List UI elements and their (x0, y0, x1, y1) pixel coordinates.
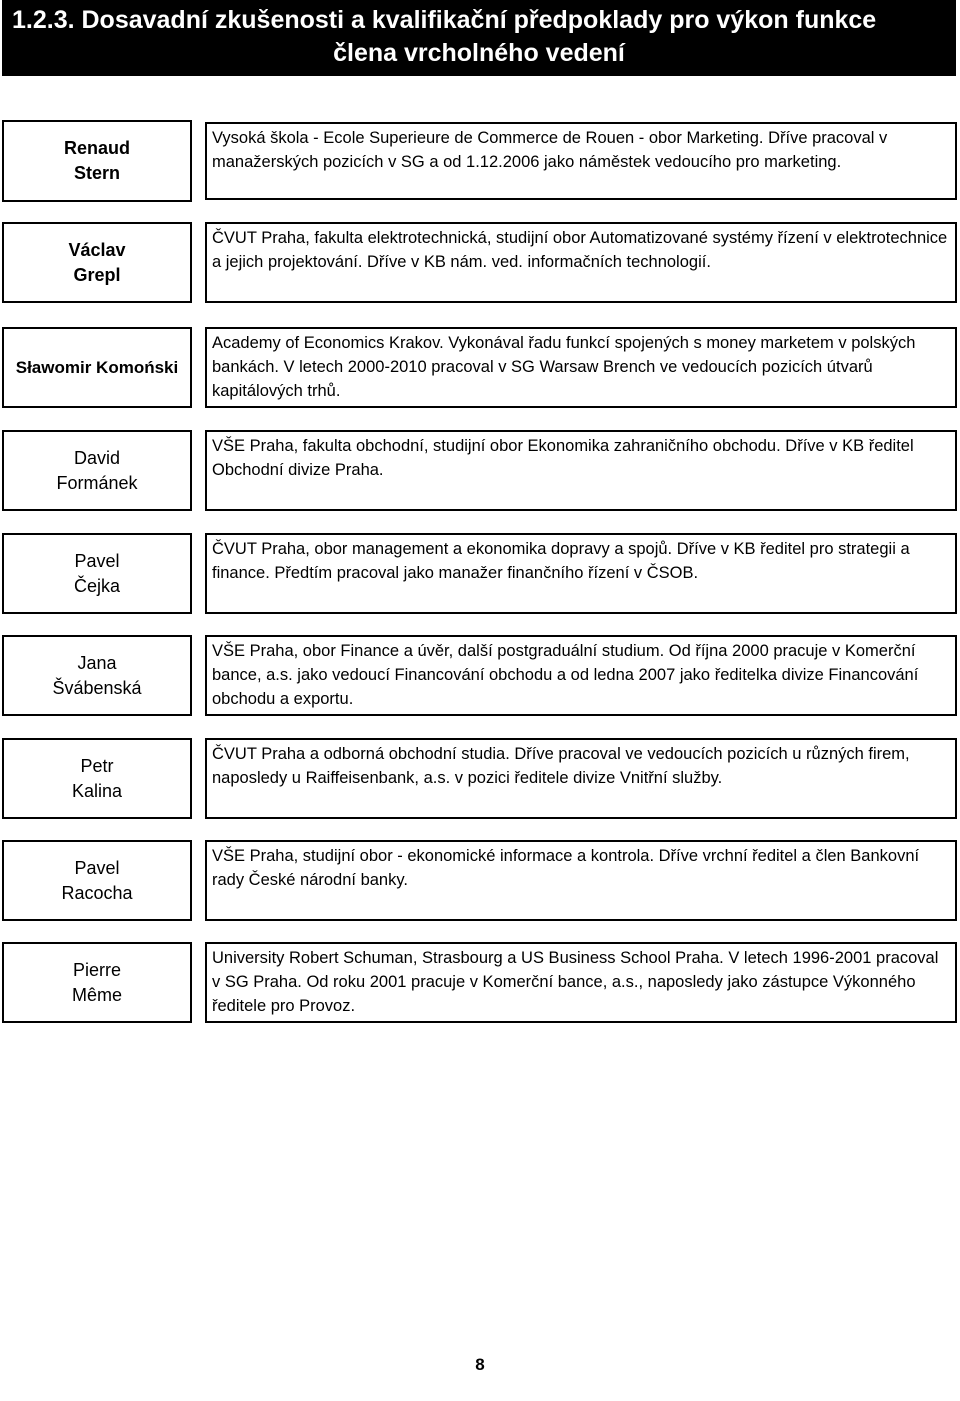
member-name-box (2, 430, 192, 511)
member-description (205, 533, 957, 614)
member-description-text: Vysoká škola - Ecole Superieure de Commerce de Rouen - obor Marketing. Dříve pracoval v manažerských pozicích v SG a od 1.12.2006 jako náměstek vedoucího pro marketing. (212, 129, 888, 171)
member-description (205, 222, 957, 303)
section-heading-line-2: člena vrcholného vedení (333, 39, 625, 67)
member-last-name: Grepl (73, 264, 121, 285)
member-last-name: Čejka (73, 575, 121, 596)
member-full-name: Sławomir Komoński (15, 358, 179, 377)
member-description-text: VŠE Praha, fakulta obchodní, studijní obor Ekonomika zahraničního obchodu. Dříve v KB ředitel Obchodní divize Praha. (212, 437, 914, 479)
member-name-box (2, 738, 192, 819)
member-description (205, 738, 957, 819)
member-first-name: David (73, 447, 121, 468)
member-description-text: ČVUT Praha a odborná obchodní studia. Dříve pracoval ve vedoucích pozicích u různých firem, naposledy u Raiffeisenbank, a.s. v pozici ředitele divize Vnitřní služby. (212, 745, 910, 787)
member-description (205, 122, 957, 200)
member-name-box (2, 840, 192, 921)
member-last-name: Stern (73, 163, 120, 183)
section-heading (2, 0, 956, 76)
member-name-box (2, 635, 192, 716)
member-description (205, 942, 957, 1023)
member-first-name: Pavel (74, 857, 120, 878)
member-name-box (2, 120, 192, 202)
member-description (205, 430, 957, 511)
member-first-name: Renaud (63, 138, 130, 158)
member-last-name: Racocha (61, 882, 133, 903)
member-first-name: Petr (80, 755, 114, 776)
member-name-box (2, 222, 192, 303)
section-heading-line-1: 1.2.3. Dosavadní zkušenosti a kvalifikační předpoklady pro výkon funkce (12, 6, 877, 34)
member-description-text: VŠE Praha, obor Finance a úvěr, další postgraduální studium. Od října 2000 pracuje v Komerční bance, a.s. jako vedoucí Financování obchodu a od ledna 2007 jako ředitelka divize Financování obchodu a exportu. (212, 642, 919, 708)
member-first-name: Václav (68, 239, 126, 260)
member-description-text: VŠE Praha, studijní obor - ekonomické informace a kontrola. Dříve vrchní ředitel a člen Bankovní rady České národní banky. (212, 847, 920, 889)
member-last-name: Švábenská (52, 677, 142, 698)
member-first-name: Pavel (74, 550, 120, 571)
member-first-name: Pierre (72, 959, 121, 980)
member-description-text: Academy of Economics Krakov. Vykonával řadu funkcí spojených s money marketem v polských bankách. V letech 2000-2010 pracoval v SG Warsaw Brench ve vedoucích pozicích útvarů kapitálových trhů. (212, 334, 916, 400)
member-name-box (2, 327, 192, 408)
member-last-name: Formánek (56, 472, 138, 493)
member-description (205, 327, 957, 408)
page-number: 8 (475, 1355, 485, 1374)
member-last-name: Mêmе (71, 984, 122, 1005)
member-description (205, 635, 957, 716)
member-description-text: ČVUT Praha, fakulta elektrotechnická, studijní obor Automatizované systémy řízení v elektrotechnice a jejich projektování. Dříve v KB nám. ved. informačních technologií. (212, 229, 948, 271)
member-name-box (2, 942, 192, 1023)
member-description (205, 840, 957, 921)
member-name-box (2, 533, 192, 614)
member-description-text: University Robert Schuman, Strasbourg a US Business School Praha. V letech 1996-2001 pracoval v SG Praha. Od roku 2001 pracuje v Komerční bance, a.s., naposledy jako zástupce Výkonného ředitele pro Provoz. (212, 949, 939, 1015)
member-description-text: ČVUT Praha, obor management a ekonomika dopravy a spojů. Dříve v KB ředitel pro strategii a finance. Předtím pracoval jako manažer finančního řízení v ČSOB. (212, 540, 910, 582)
member-last-name: Kalina (71, 780, 123, 801)
member-first-name: Jana (77, 652, 117, 673)
